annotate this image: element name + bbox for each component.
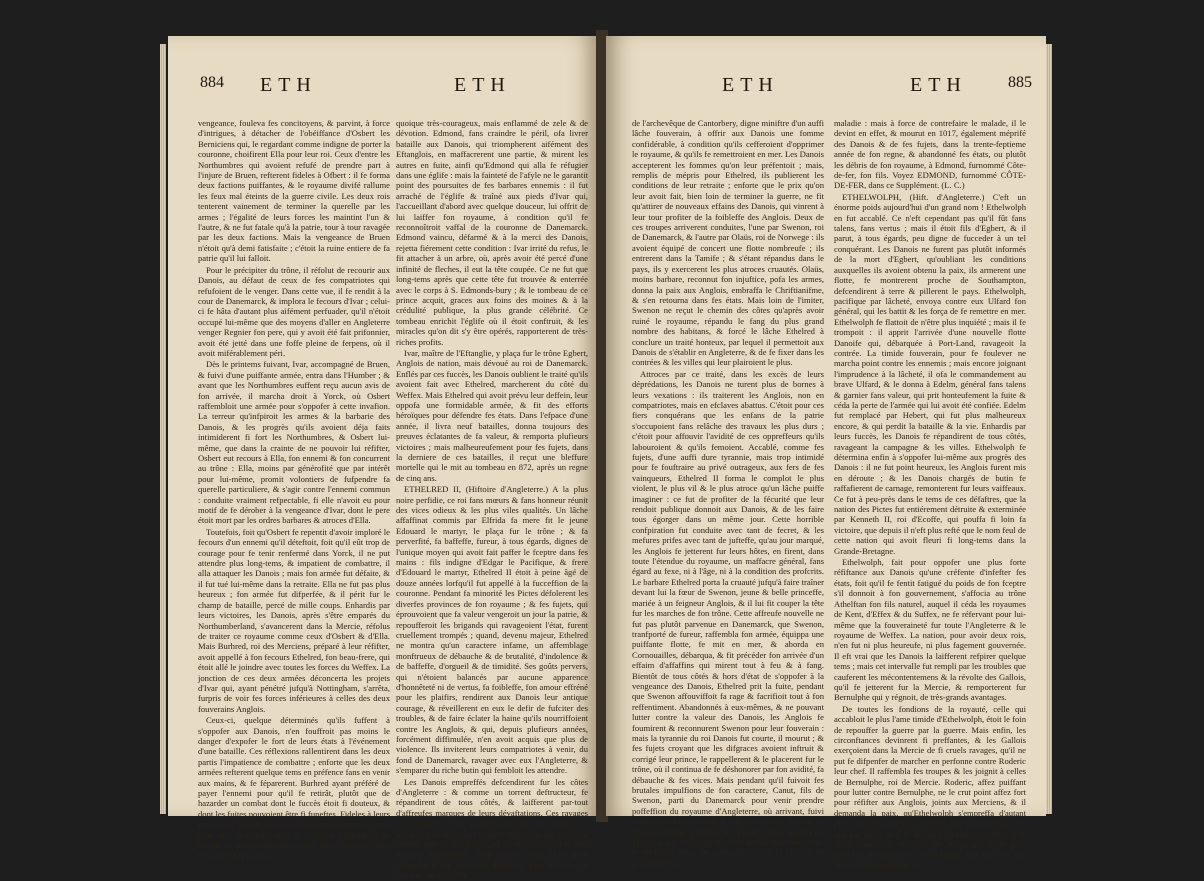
right-page-column-1 (632, 118, 824, 868)
paragraph: Dès le printems fuivant, Ivar, accompagné de Bruen, & fuivi d'une puiffante armée, entra dans l'Humber ; & avant que les Northumbres euffent reçu aucun avis de fon arrivée, il marcha droit à Yorck, où Osbert raffembloit une armée pour s'oppofer à cette invafion. La terreur qu'infpiroit les armes & la barbarie des Danois, & les progrès qu'ils avoient déja faits intimiderent fi fort les Northumbres, & Osbert lui-même, que dans la crainte de ne pouvoir lui réfifter, Osbert eut recours à Ella, fon ennemi & fon concurrent au trône : Ella, moins par générofité que par intérêt pour lui-même, promit volontiers de fufpendre fa querelle particuliere, & s'agir contre l'ennemi commun : conduite vraiment refpectable, fi elle n'avoit eu pour motif de fe dérober à la vengeance d'Ivar, dont le pere étoit mort par les ordres barbares & atroces d'Ella. (198, 359, 390, 526)
paragraph: vengeance, fouleva fes concitoyens, & parvint, à force d'intrigues, à détacher de l'obéiffance d'Osbert les Berniciens qui, le regardant comme indigne de porter la couronne, choifirent Ella pour leur roi. Ceux d'entre les Northumbres qui avoient refufé de prendre part à l'injure de Bruen, refterent fideles à Ofbert : il fe forma deux factions puiffantes, & le royaume divifé rallume les feux mal éteints de la guerre civile. Les deux rois tenterent vainement de terminer la querelle par les armes ; l'égalité de leurs forces les maintint l'un & l'autre, & ne fut fatale qu'à la patrie, tour à tour ravagée par les deux factions. Mais la vengeance de Bruen n'étoit qu'à demi fatisfaite ; c'étoit la ruine entiere de fa patrie qu'il lui falloit. (198, 118, 390, 264)
right-page (606, 36, 1046, 870)
left-page (168, 36, 598, 881)
paragraph: Ivar, maître de l'Eftanglie, y plaça fur le trône Egbert, Anglois de nation, mais dévoué au roi de Danemarck. Enflés par ces fuccès, les Danois oublient le traité qu'ils avoient fait avec Ethelred, marcherent du côté du Weffex. Mais Ethelred qui avoit prévu leur deffein, leur oppofa une formidable armée, & fit des efforts héroïques pour défendre fes états. Dans l'efpace d'une année, il livra neuf batailles, donna toujours des preuves éclatantes de fa valeur, & remporta plufieurs victoires ; mais malheureufement pour fes fujets, dans la derniere de ces batailles, il reçut une bleffure mortelle qui le mit au tombeau en 872, après un regne de cinq ans. (396, 347, 588, 483)
running-head-left-2: ETH (454, 74, 511, 96)
running-head-right-1: ETH (722, 74, 779, 96)
paragraph: quoique très-courageux, mais enflammé de zele & de dévotion. Edmond, fans craindre le péril, ofa livrer bataille aux Danois, qui triompherent aifément des Eftanglois, en maffacrerent une partie, & mirent les autres en fuite, ainfi qu'Edmond qui alla fe réfugier dans une églife : mais la fainteté de l'afyle ne le garantit point des poursuites de fes barbares ennemis : il fut arraché de l'églife & traîné aux pieds d'Ivar qui, l'accueillant d'abord avec quelque douceur, lui offrit de lui laiffer fon royaume, à condition qu'il fe reconnoîtroit vaffal de la couronne de Danemarck. Edmond vaincu, défarmé & à la merci des Danois, rejetta fiérement cette condition : Ivar irrité du refus, le fit attacher à un arbre, où, après avoir été percé d'une infinité de fleches, il eut la tête coupée. Ce ne fut que long-tems après que cette tête fut trouvée & enterrée avec le corps à S. Edmonds-bury ; & le tombeau de ce prince acquit, graces aux foins des moines & à la crédulité publique, la plus grande célébrité. Ce tombeau enrichit l'églife où il étoit conftruit, & les miracles qu'on dit s'y être opérés, rapporterent de très-riches profits. (396, 118, 588, 347)
paragraph: de l'archevêque de Cantorbery, digne miniftre d'un auffi lâche fouverain, à offrir aux Danois une fomme confidérable, à condition qu'ils cefferoient d'opprimer le royaume, & qu'ils fe remettroient en mer. Les Danois accepterent les fommes qu'on leur préfentoit ; mais, remplis de mépris pour Ethelred, ils publierent les conditions de leur retraite ; enforte que le prix qu'on leur avoit fait, bien loin de terminer la guerre, ne fit qu'attirer de nouveaux effains des Danois, qui vinrent à leur tour profiter de la foibleffe des Anglois. Deux de ces troupes arriverent conduites, l'une par Swenon, roi de Danemarck, & l'autre par Olaüs, roi de Norwege : ils avoient équipé de concert une flotte nombreufe ; ils entrerent dans la Tamife ; & s'étant répandus dans le pays, ils y exercerent les plus atroces cruautés. Olaüs, moins barbare, reconnut fon injuftice, pofa les armes, donna la paix aux Anglois, embraffa le Chriftianifme, & s'en retourna dans fes états. Mais loin de l'imiter, Swenon ne reçut le chemin des côtes qu'après avoir ruiné le royaume, répandu le fang du plus grand nombre des habitans, & forcé le lâche Ethelred à conclure un traité honteux, par lequel il permettoit aux Danois de s'établir en Angleterre, & de fe fixer dans les contrées & les villes qui leur plairoient le plus. (632, 118, 824, 368)
page-number-right: 885 (1008, 74, 1032, 91)
paragraph: ETHELRED II, (Hiftoire d'Angleterre.) A la plus noire perfidie, ce roi fans mœurs & fans honneur réunit des vices odieux & les plus viles qualités. Un lâche affaffinat commis par Elfrida fa mere fit le jeune Edouard le martyr, le plaça fur le trône ; & fa perverfité, fa baffeffe, fureur, à tous égards, dignes de l'unique moyen qui avoit fait paffer le fceptre dans fes mains : fils indigne d'Edgar le Pacifique, & frere d'Edouard le martyr, Ethelred II étoit à peine âgé de douze années lorfqu'il fut appellé à la fucceffion de la couronne. Pendant fa minorité les Pictes défolerent les diverfes provinces de fon royaume ; & fes fujets, qui éprouvoient que fa valeur vengeroit un jour la patrie, & repoufferoit les brigands qui ravageoient l'état, furent cruellement trompés ; quand, devenu majeur, Ethelred ne montra qu'un caractere infame, un affemblage monftrueux de débauche & de brutalité, d'indolence & de baffeffe, d'orgueil & de timidité. Ses goûts pervers, qui n'étoient balancés par aucune apparence d'honnêteté ni de vertus, fa foibleffe, fon amour effréné pour les plaifirs, rendirent aux Danois leur antique courage, & réveillerent en eux le defir de fufciter des troubles, & de faire éclater la haine qu'ils nourriffoient contre les Anglois, & qui, depuis plufieurs années, forcément diffimulée, n'en avoit acquis que plus de violence. Ils inviterent leurs compatriotes à venir, du fond de Danemarck, ravager avec eux l'Angleterre, & s'emparer du riche butin qui fembloit les attendre. (396, 484, 588, 776)
paragraph: Ethelwolph, fait pour oppofer une plus forte réfiftance aux Danois qu'une créfente d'infefter fes états, foit qu'il fe fentit fatigué du poids de fon fceptre s'il donnoit à fon gouvernement, s'affocia au trône Athelftan fon fils naturel, auquel il céda les royaumes de Kent, d'Effex & du Suffex, ne fe réfervant pour lui-même que la fouveraineté fur toute l'Angleterre & le royaume de Weffex. La nation, pour avoir deux rois, n'en fut ni plus heureufe, ni plus fagement gouvernée. Il eft vrai que les Danois la laifferent refpirer quelque tems ; mais cet intervalle fut rempli par les troubles que cauferent les mécontentemens & la révolte des Gallois, qu'il fe jetterent fur la Mercie, & remporterent fur Bernulphe qui y régnoit, de très-grands avantages. (834, 557, 1026, 703)
paragraph: Ceux-ci, quelque déterminés qu'ils fuffent à s'oppofer aux Danois, n'en fouffroit pas moins le danger d'expofer le fort de leurs états à l'événement d'une bataille. Ces réflexions rallentirent dans les deux partis l'impatience de combattre ; enforte que les deux armées refterent quelque tems en préfence fans en venir aux mains, & fe féparerent. Burhred ayant préféré de payer l'ennemi pour qu'il fe retirât, plutôt que de hazarder un combat dont le fuccès étoit fi douteux, & dont les fuites pouvoient être fi funeftes. Fideles à leurs promeffes, Ivar & les Danois fe rembarquerent ; mais pour aller defcendre dans le royaume d'Eftanglie, où régnoit le jeune Edmond, prince fage, vertueux, fans talens pour la guerre, (198, 715, 390, 861)
paragraph: Pour le précipiter du trône, il réfolut de recourir aux Danois, au défaut de ceux de fes compatriotes qui refufoient de le venger. Dans cette vue, il fe rendit à la cour de Danemarck, & implora le fecours d'Ivar ; celui-ci fe hâta d'autant plus aifément perfuader, qu'il n'étoit occupé lui-même que des moyens d'aller en Angleterre venger Regnier fon pere, qui y avoit été fait prifonnier, avoit été jetté dans une foffe pleine de ferpens, où il avoit miférablement péri. (198, 264, 390, 358)
running-head-left-1: ETH (260, 74, 317, 96)
left-page-edges (160, 44, 166, 814)
paragraph: Attroces par ce traité, dans les excès de leurs déprédations, les Danois ne turent plus de bornes à leurs vexations : ils traiterent les Anglois, non en compatriotes, mais en efclaves abattus. C'étoit pour ces fiers conquérans que les enfans de la patrie s'occupoient fans relâche des travaux les plus durs ; c'étoit pour affouvir l'avidité de ces oppreffeurs qu'ils labouroient & qu'ils femoient. Accablé, comme fes fujets, d'une auffi dure tyrannie, mais trop intimidé pour fe fouftraire au privé outrageux, aux fers de fes vainqueurs, Ethelred II forma le complot le plus violent, le plus vil & le plus atroce qu'un lâche puiffe imaginer : ce fut de profiter de la fécurité que leur rendoit publique donnoit aux Danois, & de les faire tous égorger dans un même jour. Cette horrible confpiration fut conduite avec tant de fecret, & les mefures prifes avec tant de jufteffe, qu'au jour marqué, les Anglois fe jetterent fur leurs hôtes, en firent, dans toute l'étendue du royaume, un maffacre général, fans égard au fexe, ni à l'âge, ni à la condition des profcrits. Le barbare Ethelred porta la cruauté jufqu'à faire traîner devant lui la fœur de Swenon, jeune & belle princeffe, mariée à un feigneur Anglois, & il lui fit couper la tête fur les marches de fon trône. Cette affreufe nouvelle ne fut pas plutôt parvenue en Danemarck, que Swenon, tranfporté de fureur, raffembla fon armée, équippa une puiffante flotte, fe mit en mer, & aborda en Cornouailles, débarqua, & fit précéder fon arrivée d'un effaim d'affaffins qui mirent tout à feu & à fang. Bientôt de tous côtés & hors d'état de s'oppofer à la vengeance des Danois, Ethelred prit la fuite, pendant que Swenon affouviffoit fa rage & facrifioit tout à fon reffentiment. Abandonnés à eux-mêmes, & ne pouvant lutter contre la valeur des Danois, les Anglois fe foumirent & reconnurent Swenon pour leur fouverain : mais la tyrannie du roi Danois fut courte, il mourut ; & fes fujets croyant que les difgraces avoient inftruit & corrigé leur prince, le rappellerent & le placerent fur le trône, où il continua de fe déshonorer par fon avidité, fa débauche & fes vices. Mais pendant qu'il fuivoit fes brutales impulfions de fon caractere, Canut, fils de Swenon, parti du Danemarck pour venir prendre poffeffion du royaume d'Angleterre, où arrivant, fuivi d'une formidable armée, il fubjugua tout le Weffex, & fucceffivement envahit la plupart des provinces. Ethelred, qui n'offoit fe montrer devant fon concurrent, fe renferma dans fon palais, couvrant fa lâcheté du prétexte d'une (632, 368, 824, 868)
paragraph: ETHELWOLPH, (Hift. d'Angleterre.) C'eft un énorme poids aujourd'hui d'un grand nom ! Ethelwolph en fut accablé. Ce n'eft cependant pas qu'il fût fans talens, fans vertus ; mais il étoit fils d'Egbert, & il parut, à tous égards, peu digne de fucceder à un tel conquérant. Les Danois ne furent pas plutôt informés de la mort d'Egbert, qu'oubliant les conditions auxquelles ils avoient obtenu la paix, ils armerent une flotte, fe montrerent proche de Southampton, defcendirent à terre & pillerent le pays. Ethelwolph, pacifique par lâcheté, envoya contre eux Ulfard fon général, qui les battit & les força de fe remettre en mer. Ethelwolph fe flattoit de n'être plus inquiété ; mais il fe trompoit : il apprit l'arrivée d'une nouvelle flotte Danoife qui, débarquée à Port-Land, ravageoit la contrée. La timide fouverain, pour fe foulever ne marcha point contre les ennemis ; mais encore joignant l'imprudence à la lâcheté, il ofa le commandement au brave Ulfard, & le donna à Edelm, général fans talens & garnier fans valeur, qui prit honteufement la fuite & céda la perte de l'armée qui lui avoit été confiée. Edelm fut remplacé par Hebert, qui fut plus malheureux encore, & qui perdit la bataille & la vie. Enhardis par leurs fuccès, les Danois fe répandirent de tous côtés, ravageant la campagne & les villes. Ethelwolph fe détermina enfin à s'oppofer lui-même aux progrès des Danois : il ne fut point heureux, les Anglois furent mis en déroute ; & les Danois chargés de butin fe raffafierent de carnage, remonterent fur leurs vaiffeaux. Ce fut à peu-près dans le tems de ces défaftres, que la nation des Pictes fut entiérement détruite & exterminée par Kenneth II, roi d'Ecoffe, qui pouffa fi loin fa victoire, que depuis il n'eft plus refté que le nom feul de cette nation qui avoit fleuri fi long-tems dans la Grande-Bretagne. (834, 191, 1026, 556)
paragraph: Toutefois, foit qu'Osbert fe repentit d'avoir imploré le fecours d'un ennemi qu'il déteftoit, foit qu'il eût trop de courage pour fe tenir renfermé dans Yorck, il ne put attendre plus long-tems, & impatient de combattre, il alla attaquer les Danois ; mais fon armée fut défaite, & il fut tué lui-même dans la retraite. Ella ne fut pas plus heureux ; fon armée fut difperfée, & il périt fur le champ de bataille, percé de mille coups. Enhardis par leurs victoires, les Danois, après s'être emparés du Northumberland, s'avancerent dans la Mercie, réfolus de traiter ce royaume comme ceux d'Osbert & d'Ella. Mais Burhred, roi des Merciens, préparé à leur réfifter, avoit appellé à fon fecours Ethelred, fon beau-frere, qui étoit allé le joindre avec toutes les forces du Weffex. La jonction de ces deux armées déconcerta les projets d'Ivar qui, ayant pénétré jufqu'à Nottingham, s'arrêta, furpris de voir fes forces inférieures à celles des deux fouverains Anglois. (198, 526, 390, 714)
right-page-column-2 (834, 118, 1026, 870)
right-page-edges (1046, 44, 1052, 814)
paragraph: De toutes les fondions de la royauté, celle qui accabloit le plus l'ame timide d'Ethelwolph, étoit le foin de repouffer la guerre par la guerre. Mais enfin, les circonftances devinrent fi preffantes, & les Gallois exerçoient dans la Mercie de fi cruels ravages, qu'il ne put fe difpenfer de marcher en perfonne contre Roderic leur chef. Il raffembla fes troupes & les joignit à celles de Bernulphe, roi de Mercie. Roderic, affez puiffant pour lutter contre Bernulphe, ne le crut point affez fort pour réfifter aux Anglois, joints aux Merciens, & il demanda la paix, qu'Ethelwolph s'empreffa d'autant plus volontiers de lui accorder, que ce n'étoit jamais que par effort qu'il fe décidoit à combattre. Mais il fe flatta vainement de jouir du repos que cette paix fembloit lui procurer : les Danois, qui tous les ans faifoient des invafions en (834, 703, 1026, 870)
left-page-column-2 (396, 118, 588, 881)
running-head-right-2: ETH (910, 74, 967, 96)
paragraph: Les Danois empreffés defcendirent fur les côtes d'Angleterre : & comme un torrent deftructeur, fe répandirent de tous côtés, & laifferent par-tout d'affreufes marques de leurs dévaftations. Ces ravages continuerent & fe perpétuerent par les fréquentes irruptions de nouvelles troupes de Danois qui paffoient chaque jour en Angleterre, où ils commettoient le plus horrible brigandage. Trop timide, trop lâche pour s'oppofer à ces invafions, Ethelred, peu fait pour le combat, fut confeillé (396, 776, 588, 881)
paragraph: maladie : mais à force de contrefaire le malade, il le devint en effet, & mourut en 1017, également méprifé des Danois & de fes fujets, dans la trente-feptieme année de fon regne, & abandonné fes états, ou plutôt les débris de fon royaume, à Edmond, furnommé Côte-de-fer, fon fils. Voyez EDMOND, furnommé CÔTE-DE-FER, dans ce Supplément. (L. C.) (834, 118, 1026, 191)
left-page-column-1 (198, 118, 390, 861)
page-number-left: 884 (200, 74, 224, 91)
